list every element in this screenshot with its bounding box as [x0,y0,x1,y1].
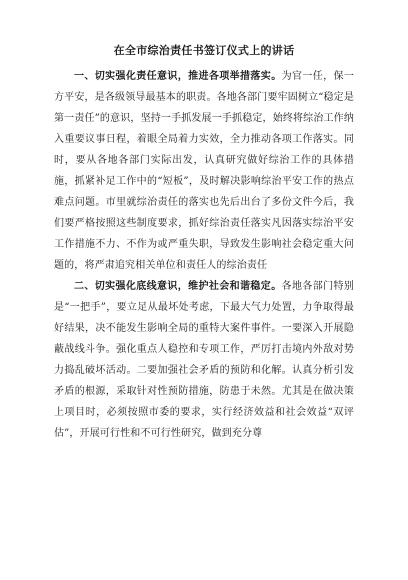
document-title: 在全市综治责任书签订仪式上的讲话 [113,44,295,57]
section-2-paragraph [54,276,354,444]
section-2-body: 各地各部门特别是“一把手”，要立足从最坏处考虑，下最大气力处置，力争取得最好结果，决不能发生影响全局的重特大案件事件。一要深入开展隐蔽战线斗争。强化重点人稳控和专项工作，严厉打击境内外敌对势力捣乱破坏活动。二要加强社会矛盾的预防和化解。认真分析引发矛盾的根源，采取针对性预防措施，防患于未然。尤其是在做决策上项目时，必须按照市委的要求，实行经济效益和社会效益“双评估”，开展可行性和不可行性研究，做到充分尊 [54,281,354,439]
section-1-heading: 一、切实强化责任意识，推进各项举措落实。 [74,71,282,82]
section-1-body: 为官一任，保一方平安，是各级领导最基本的职责。各地各部门要牢固树立“稳定是第一责任”的意识，坚持一手抓发展一手抓稳定，始终将综治工作纳入重要议事日程，着眼全局着力实效，全力推动各项工作落实。同时，要从各地各部门实际出发，认真研究做好综治工作的具体措施，抓紧补足工作中的“短板”，及时解决影响综治平安工作的热点难点问题。市里就综治责任的落实也先后出台了多份文件今后，我们要严格按照这些制度要求，抓好综治责任落实凡因落实综治平安工作措施不力、不作为或严重失职，导致发生影响社会稳定重大问题的，将严肃追究相关单位和责任人的综治责任 [54,71,354,271]
document-page [54,44,354,444]
section-2-heading: 二、切实强化底线意识，维护社会和谐稳定。 [74,281,282,292]
section-1-paragraph [54,66,354,276]
